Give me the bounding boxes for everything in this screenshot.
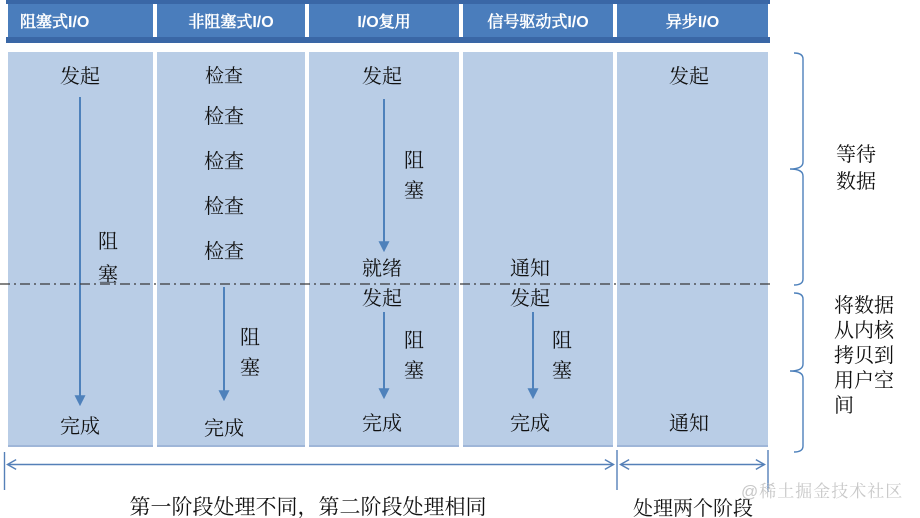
header-cell-io-multiplexing [309,4,459,37]
column-io-multiplexing [309,52,459,447]
label-block: 塞 [98,264,118,286]
label-done: 完成 [204,418,244,440]
column-blocking-io [8,52,153,447]
label-block: 阻 [404,150,424,172]
label-block: 塞 [240,357,260,379]
label-start: 发起 [510,288,550,310]
label-block: 阻 [552,330,572,352]
label-notify: 通知 [510,258,550,280]
header-cell-signal-driven-io [463,4,613,37]
label-check: 检查 [204,66,244,87]
column-signal-driven-io [463,52,613,447]
phase-wait-data-label: 等待数据 [836,144,876,193]
label-block: 塞 [552,360,572,382]
header-label: 信号驱动式I/O [487,14,589,31]
header-label: 阻塞式I/O [20,14,90,31]
label-done: 完成 [362,413,402,435]
header-cell-async-io [617,4,768,37]
label-block: 阻 [404,330,424,352]
header-label: 非阻塞式I/O [188,14,274,31]
label-check: 检查 [204,151,244,173]
label-done: 完成 [510,413,550,435]
label-block: 塞 [404,360,424,382]
label-start: 发起 [362,66,402,88]
label-start: 发起 [669,66,709,88]
label-block: 阻 [240,327,260,349]
header-label: I/O复用 [357,14,411,31]
label-start: 发起 [362,288,402,310]
label-start: 发起 [60,66,100,88]
caption-phase-differs: 第一阶段处理不同，第二阶段处理相同 [129,496,487,518]
brace-copy-data [790,293,803,452]
label-check: 检查 [204,241,244,263]
header-bottom-border [6,37,770,43]
brace-wait-data [790,53,803,285]
header-cell-nonblocking-io [157,4,305,37]
label-block: 阻 [98,231,118,253]
label-notify: 通知 [669,413,709,435]
label-done: 完成 [60,416,100,438]
watermark: @稀土掘金技术社区 [741,482,904,501]
header-label: 异步I/O [665,14,720,31]
label-block: 塞 [404,180,424,202]
label-check: 检查 [204,196,244,218]
column-async-io [617,52,768,447]
label-check: 检查 [204,106,244,128]
label-ready: 就绪 [362,258,402,280]
header-cell-blocking-io [8,4,153,37]
caption-two-phases: 处理两个阶段 [633,498,753,518]
phase-copy-data-label: 将数据从内核拷贝到用户空间 [834,295,894,417]
